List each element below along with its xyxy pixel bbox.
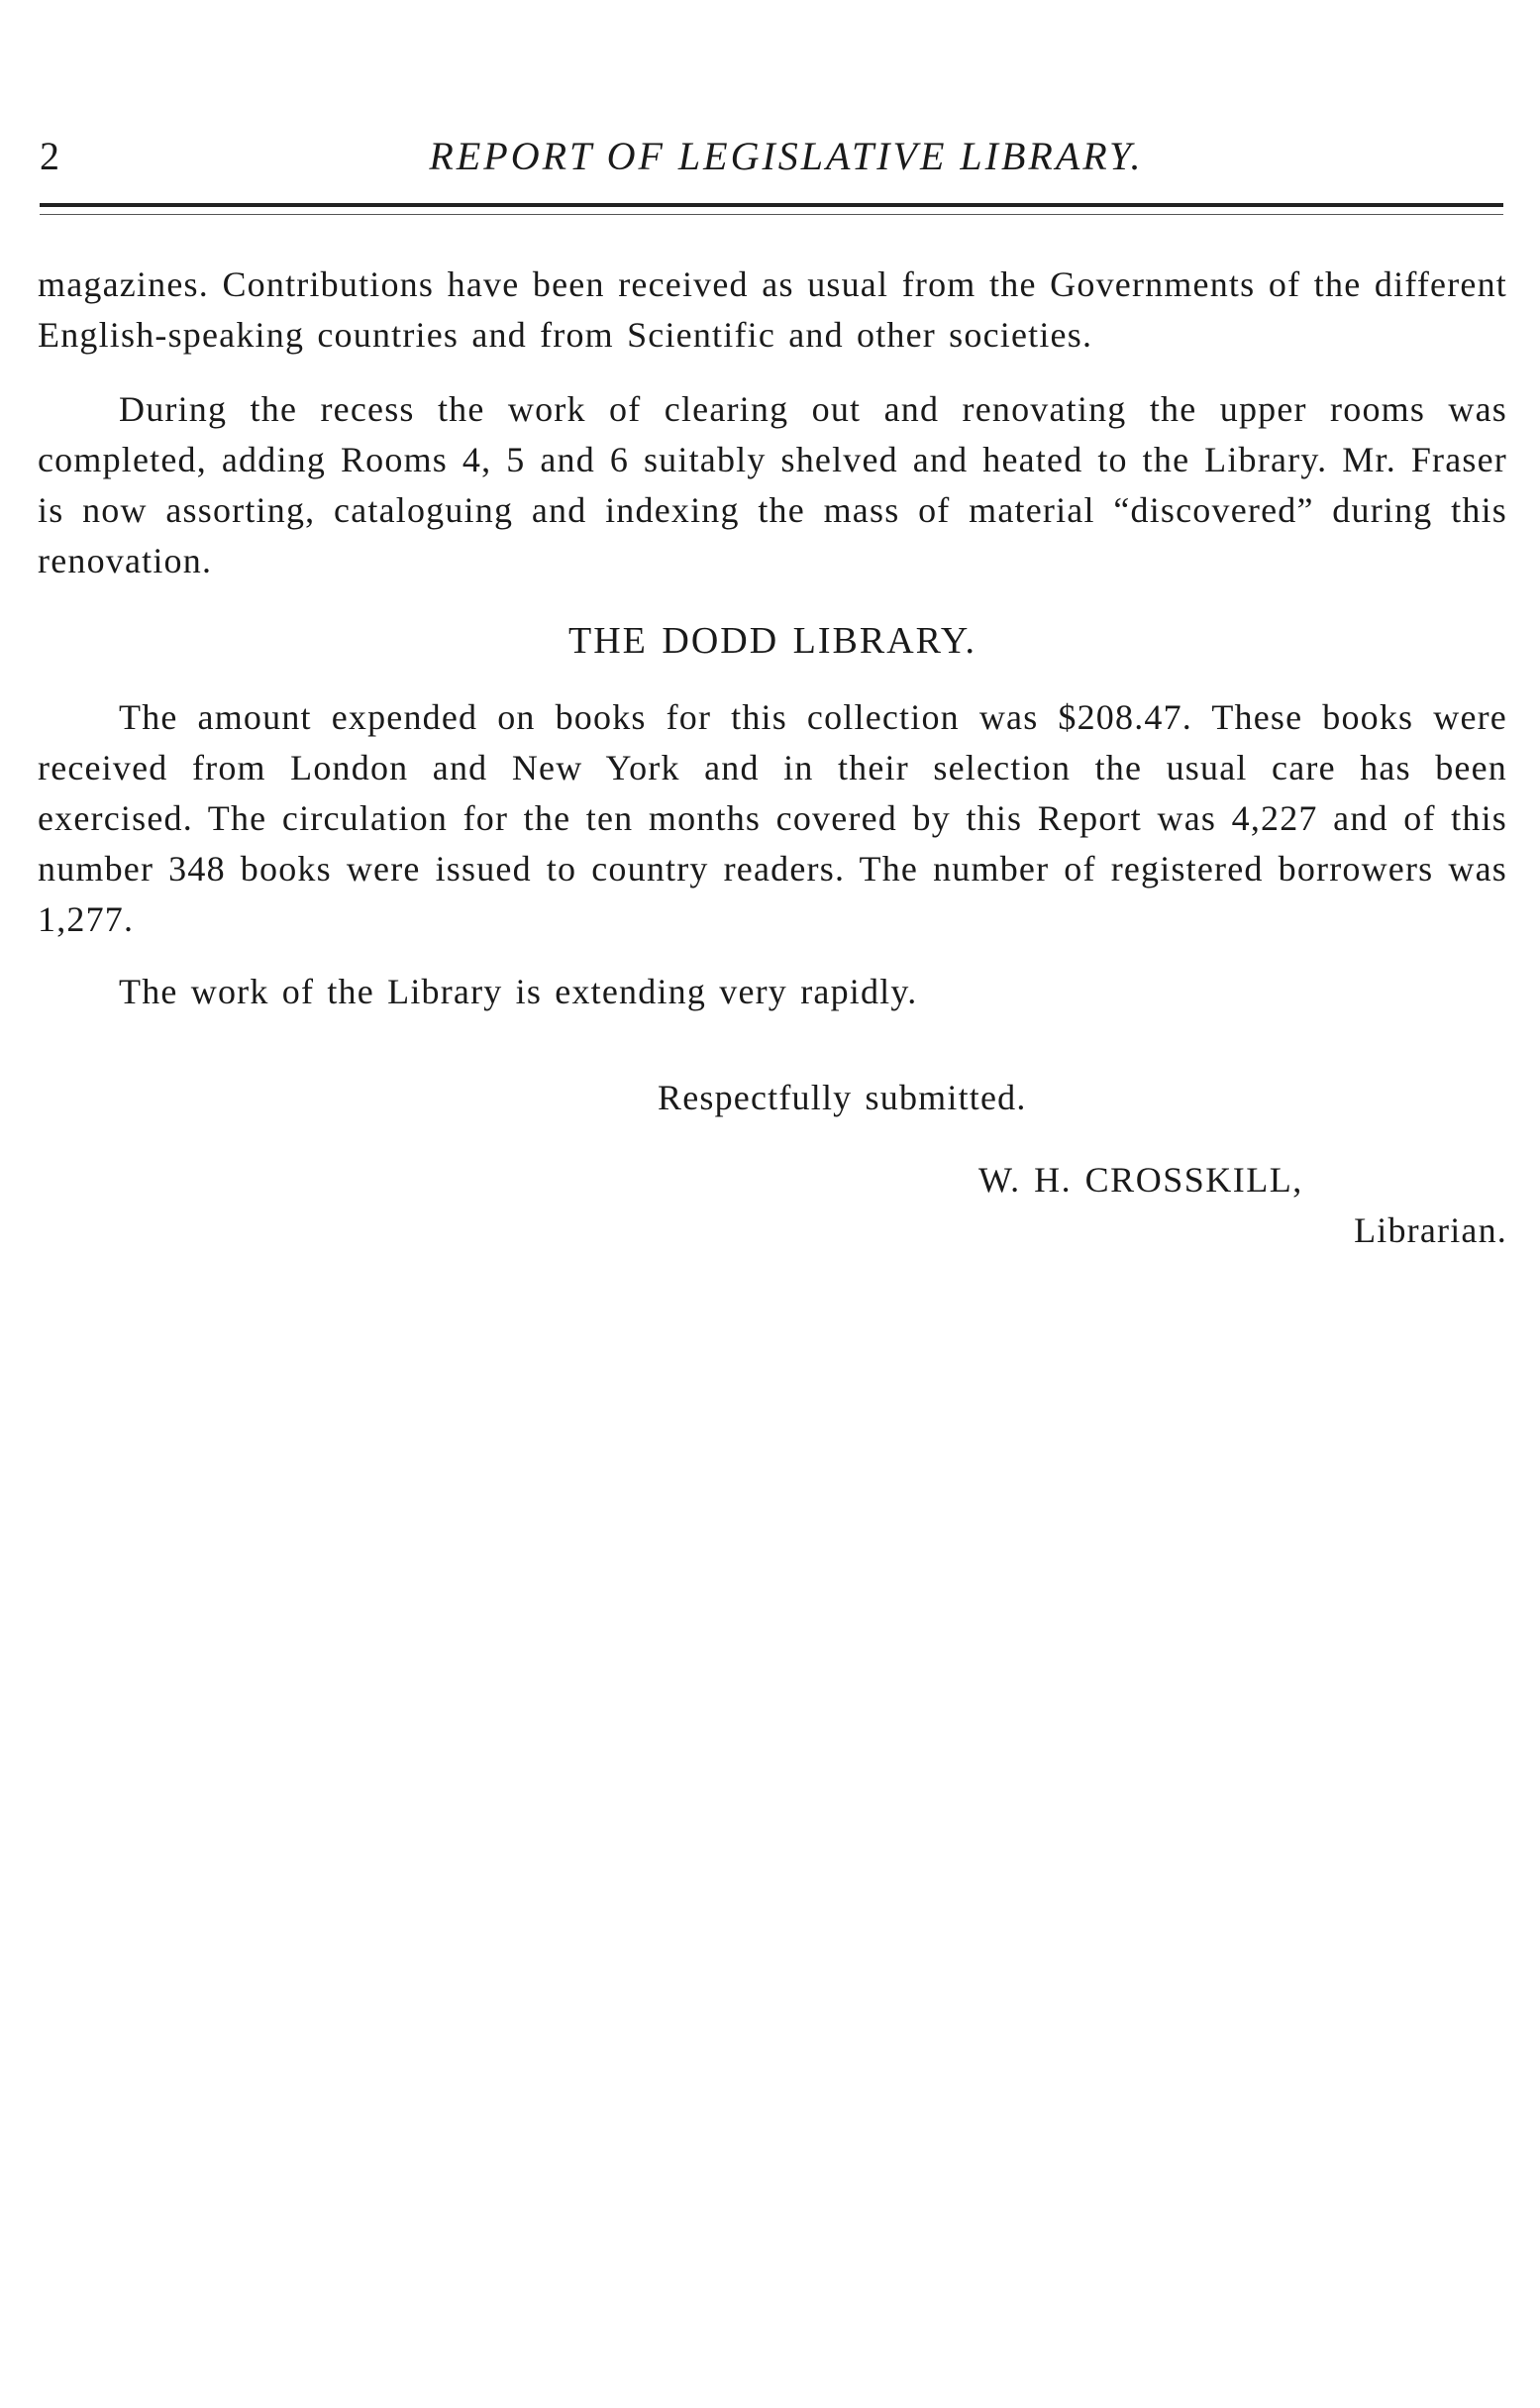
- paragraph-extending: The work of the Library is extending very rapidly.: [119, 972, 918, 1011]
- closing-salutation: Respectfully submitted.: [658, 1078, 1027, 1117]
- paragraph-contributions: magazines. Contributions have been received as usual from the Governments of the different English-speaking countries and from Scientific and other societies.: [38, 264, 1507, 355]
- page-header: [40, 127, 1503, 186]
- page-number: 2: [40, 134, 59, 178]
- header-rule-thin: [40, 214, 1503, 215]
- signatory-title: Librarian.: [1354, 1210, 1507, 1250]
- paragraph-renovation: During the recess the work of clearing out and renovating the upper rooms was completed, adding Rooms 4, 5 and 6 suitably shelved and heated to the Library. Mr. Fraser is now assorting, cataloguing and indexing the mass of material “discovered” during this renovation.: [38, 389, 1507, 580]
- body-text: [38, 260, 1507, 1256]
- running-head: REPORT OF LEGISLATIVE LIBRARY.: [429, 134, 1144, 178]
- header-rule-thick: [40, 203, 1503, 207]
- section-heading: THE DODD LIBRARY.: [568, 620, 976, 662]
- signatory-name: W. H. CROSSKILL,: [978, 1160, 1303, 1200]
- paragraph-dodd-library: The amount expended on books for this collection was $208.47. These books were received from London and New York and in their selection the usual care has been exercised. The circulation for the ten months covered by this Report was 4,227 and of this number 348 books were issued to country readers. The number of registered borrowers was 1,277.: [38, 697, 1507, 939]
